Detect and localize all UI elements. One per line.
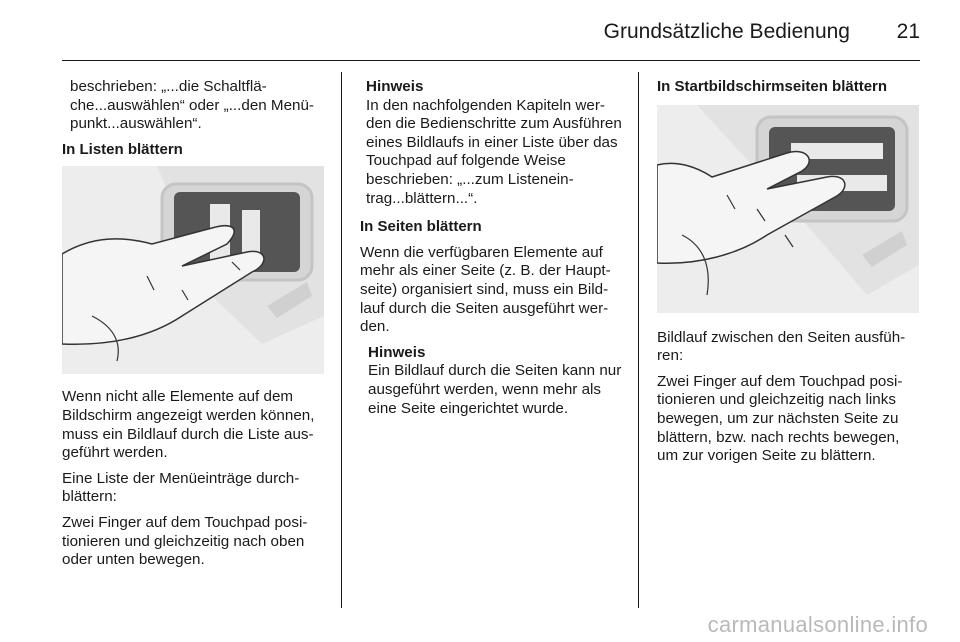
column-2	[360, 78, 622, 424]
intro-text: beschrieben: „...die Schaltfläche...auswählen“ oder „...den Menüpunkt...auswählen“.	[70, 78, 314, 133]
watermark: carmanualsonline.info	[707, 612, 928, 637]
paragraph-list-browse: Eine Liste der Menüeinträge durchblättern:	[62, 469, 300, 506]
paragraph-pages-scroll: Wenn die verfügbaren Elemente auf mehr als einer Seite (z. B. der Hauptseite) organisiert sind, muss ein Bildlauf durch die Seiten ausgeführt werden.	[360, 243, 611, 336]
page-title: Grundsätzliche Bedienung	[603, 20, 850, 43]
paragraph-list-scroll-intro: Wenn nicht alle Elemente auf dem Bildschirm angezeigt werden können, muss ein Bildlauf durch die Liste ausgeführt werden.	[62, 388, 315, 462]
column-divider-2	[638, 72, 639, 608]
note-text-1: In den nachfolgenden Kapiteln werden die Bedienschritte zum Ausführen eines Bildlaufs in einer Liste über das Touchpad auf folgende Weise beschrieben: „...zum Listeneintrag...blättern...“.	[366, 96, 622, 207]
page-number: 21	[896, 20, 920, 43]
note-box-1	[360, 78, 622, 208]
section-heading-pages: In Seiten blättern	[360, 218, 482, 236]
paragraph-home-instruction: Zwei Finger auf dem Touchpad positionieren und gleichzeitig nach links bewegen, um zur nächsten Seite zu blättern, bzw. nach rechts bewegen, um zur vorigen Seite zu blättern.	[657, 372, 903, 465]
note-text-2: Ein Bildlauf durch die Seiten kann nur ausgeführt werden, wenn mehr als eine Seite eingerichtet wurde.	[368, 362, 622, 417]
section-heading-home-pages: In Startbildschirmseiten blättern	[657, 78, 888, 95]
note-title-2: Hinweis	[368, 343, 426, 361]
touchpad-horizontal-scroll-illustration	[657, 105, 919, 313]
header-rule	[62, 60, 920, 61]
note-box-2	[360, 344, 622, 418]
note-title-1: Hinweis	[366, 78, 424, 95]
paragraph-list-instruction: Zwei Finger auf dem Touchpad positionieren und gleichzeitig nach oben oder unten bewegen.	[62, 513, 308, 569]
horizontal-swipe-icon	[657, 105, 919, 313]
column-3	[657, 78, 921, 473]
column-divider-1	[341, 72, 342, 608]
column-1	[62, 78, 326, 577]
section-heading-lists: In Listen blättern	[62, 140, 183, 158]
paragraph-home-scroll-intro: Bildlauf zwischen den Seiten ausführen:	[657, 328, 906, 365]
vertical-swipe-icon	[62, 166, 324, 374]
touchpad-vertical-scroll-illustration	[62, 166, 324, 374]
